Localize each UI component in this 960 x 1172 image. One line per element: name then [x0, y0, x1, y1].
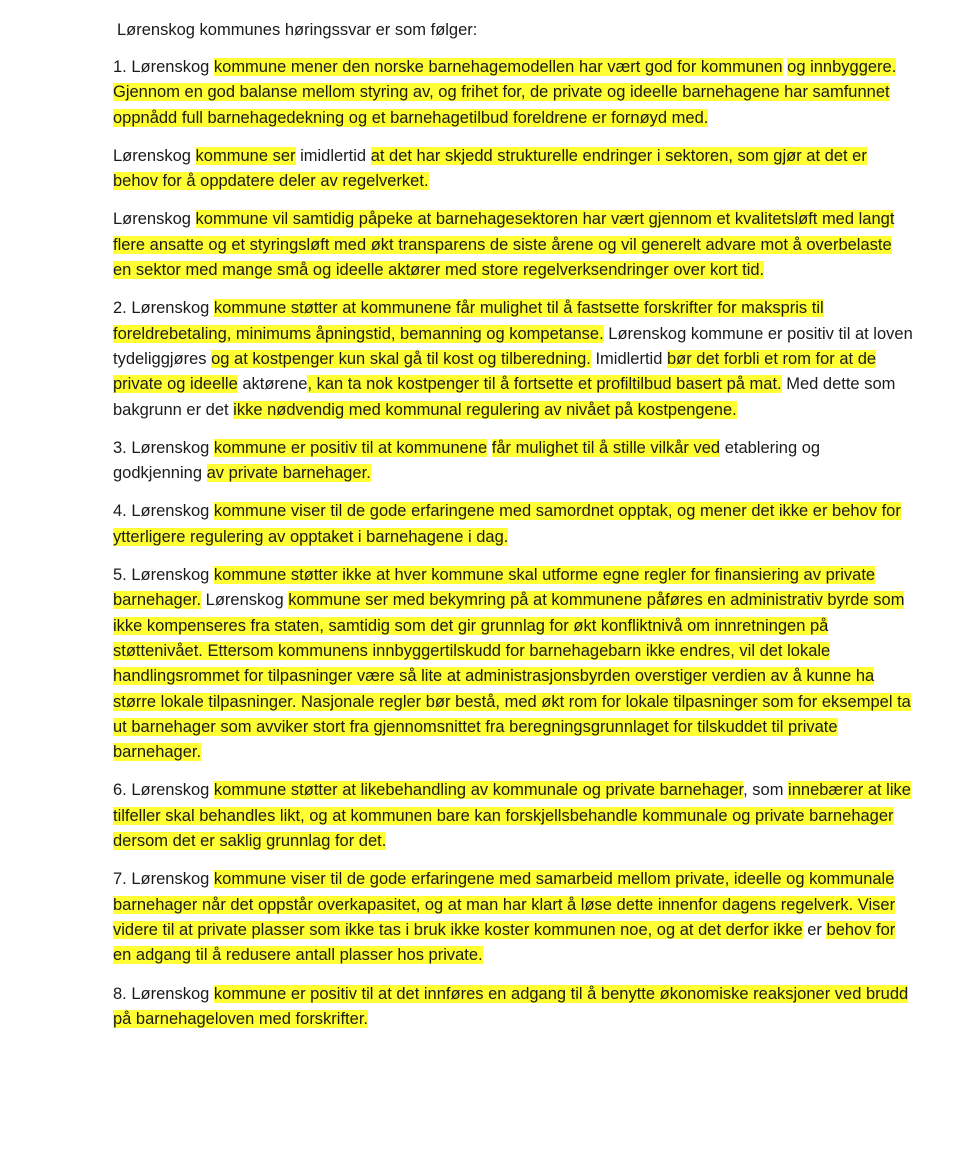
plain-text: er: [802, 920, 827, 939]
paragraph-list: [113, 55, 920, 1032]
paragraph-8: [113, 778, 913, 854]
intro-line: Lørenskog kommunes høringssvar er som følger:: [117, 21, 478, 39]
plain-text: 2. Lørenskog: [113, 299, 214, 318]
highlighted-text: kommune vil samtidig påpeke at barnehagesektoren har vært gjennom et kvalitetsløft med langt flere ansatte og et styringsløft med økt transparens de siste årene og vil generelt advare mot å overbelaste en sektor med mange små og ideelle aktører med store regelverksendringer over kort tid.: [113, 210, 895, 280]
plain-text: Lørenskog: [113, 146, 196, 165]
plain-text: Lørenskog: [201, 591, 289, 610]
paragraph-5: [113, 436, 913, 487]
plain-text: imidlertid: [295, 146, 371, 165]
paragraph-6: [113, 499, 913, 550]
highlighted-text: kommune ser med bekymring på at kommunene påføres en administrativ byrde som ikke kompenseres fra staten, samtidig som det gir grunnlag for økt konfliktnivå om innretningen på støttenivået. Ettersom kommunens innbyggertilskudd for barnehagebarn ikke endres, vil det lokale handlingsrommet for tilpasninger være så lite at administrasjonsbyrden overstiger verdien av å kunne ha større lokale tilpasninger. Nasjonale regler bør bestå, med økt rom for lokale tilpasninger som for eksempel ta ut barnehager som avviker stort fra gjennomsnittet fra beregningsgrunnlaget for tilskuddet til private barnehager.: [113, 591, 911, 762]
highlighted-text: kommune mener den norske barnehagemodellen har vært god for kommunen: [213, 58, 783, 76]
plain-text: Med dette som bakgrunn er det: [113, 375, 896, 419]
highlighted-text: kommune støtter at likebehandling av kommunale og private barnehager: [213, 781, 744, 800]
highlighted-text: får mulighet til å stille vilkår ved: [491, 438, 721, 457]
paragraph-1: [113, 55, 913, 131]
highlighted-text: innebærer at like tilfeller skal behandles likt, og at kommunen bare kan forskjellsbehandle kommunale og private barnehager dersom det er saklig grunnlag for det.: [113, 781, 911, 851]
highlighted-text: , kan ta nok kostpenger til å fortsette et profiltilbud basert på mat.: [307, 375, 782, 394]
plain-text: 3. Lørenskog: [113, 438, 214, 457]
highlighted-text: kommune støtter at kommunene får mulighet til å fastsette forskrifter for makspris til foreldrebetaling, minimums åpningstid, bemanning og kompetanse.: [113, 299, 824, 343]
highlighted-text: at det har skjedd strukturelle endringer i sektoren, som gjør at det er behov for å oppdatere deler av regelverket.: [113, 146, 867, 191]
highlighted-text: kommune viser til de gode erfaringene med samarbeid mellom private, ideelle og kommunale barnehager når det oppstår overkapasitet, og at man har klart å løse dette innenfor dagens regelverk. Viser videre til at private plasser som ikke tas i bruk ikke koster kommunen noe, og at det derfor ikke: [113, 870, 896, 939]
plain-text: Lørenskog: [113, 210, 196, 229]
plain-text: , som: [743, 781, 789, 800]
highlighted-text: kommune støtter ikke at hver kommune skal utforme egne regler for finansiering av private barnehager.: [113, 566, 876, 610]
plain-text: 8. Lørenskog: [113, 984, 214, 1003]
highlighted-text: private og ideelle: [113, 375, 238, 394]
plain-text: Lørenskog kommune er positiv til at loven tydeliggjøres: [113, 324, 913, 368]
highlighted-text: behov for en adgang til å redusere antall plasser hos private.: [113, 920, 896, 965]
highlighted-text: kommune ser: [195, 146, 296, 165]
highlighted-text: og innbyggere. Gjennom en god balanse mellom styring av, og frihet for, de private og ideelle barnehagene har samfunnet oppnådd full barnehagedekning og et barnehagetilbud foreldrene er fornøyd med.: [113, 58, 897, 127]
highlighted-text: av private barnehager.: [206, 464, 371, 483]
highlighted-text: bør det forbli et rom for at de: [666, 349, 877, 368]
plain-text: 5. Lørenskog: [113, 566, 214, 585]
paragraph-3: [113, 207, 913, 283]
paragraph-7: [113, 563, 913, 765]
highlighted-text: kommune er positiv til at kommunene: [213, 438, 488, 457]
plain-text: 6. Lørenskog: [113, 781, 214, 800]
paragraph-2: [113, 144, 913, 195]
plain-text: 7. Lørenskog: [113, 870, 214, 889]
highlighted-text: kommune viser til de gode erfaringene med samordnet opptak, og mener det ikke er behov for ytterligere regulering av opptaket i barnehagene i dag.: [113, 502, 901, 546]
plain-text: aktørene: [237, 375, 308, 394]
plain-text: etablering og godkjenning: [113, 438, 821, 483]
plain-text: Imidlertid: [590, 349, 667, 368]
paragraph-10: [113, 982, 913, 1033]
highlighted-text: og at kostpenger kun skal gå til kost og tilberedning.: [211, 349, 591, 368]
paragraph-4: [113, 296, 913, 422]
plain-text: 4. Lørenskog: [113, 502, 214, 521]
highlighted-text: kommune er positiv til at det innføres en adgang til å benytte økonomiske reaksjoner ved brudd på barnehageloven med forskrifter.: [113, 984, 909, 1028]
plain-text: 1. Lørenskog: [113, 58, 214, 76]
highlighted-text: ikke nødvendig med kommunal regulering av nivået på kostpengene.: [233, 400, 737, 419]
paragraph-9: [113, 867, 913, 968]
